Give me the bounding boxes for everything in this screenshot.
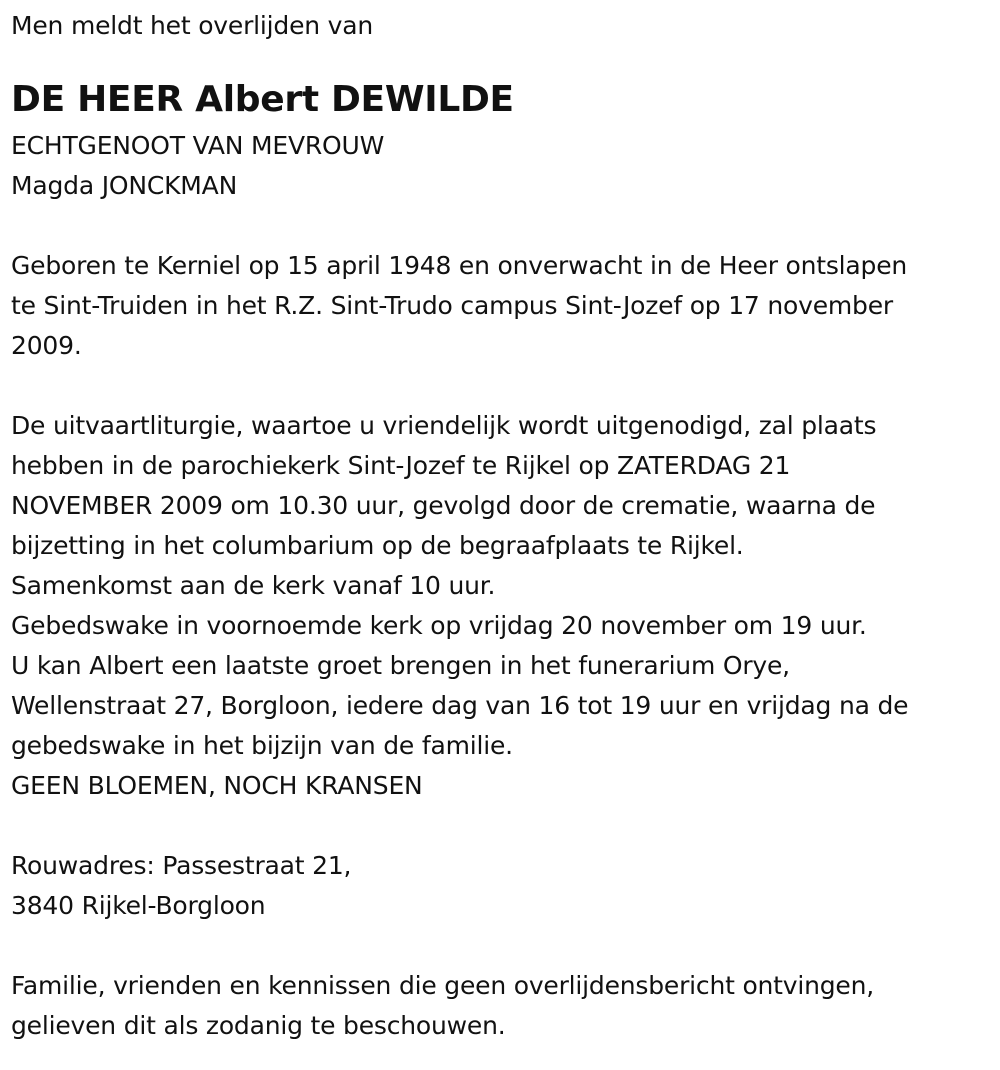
spacer	[11, 366, 980, 406]
intro-text: Men meldt het overlijden van	[11, 11, 374, 40]
paragraph-line: te Sint-Truiden in het R.Z. Sint-Trudo campus Sint-Jozef op 17 november	[11, 291, 893, 320]
spacer	[11, 926, 980, 966]
spouse-name: Magda JONCKMAN	[11, 171, 238, 200]
paragraph-line: Gebedswake in voornoemde kerk op vrijdag 20 november om 19 uur.	[11, 611, 867, 640]
funeral-paragraph	[11, 406, 980, 806]
paragraph-line: NOVEMBER 2009 om 10.30 uur, gevolgd door de crematie, waarna de	[11, 491, 876, 520]
spouse-label: ECHTGENOOT VAN MEVROUW	[11, 131, 385, 160]
paragraph-line: 2009.	[11, 331, 82, 360]
address-line: 3840 Rijkel-Borgloon	[11, 891, 266, 920]
paragraph-line: Familie, vrienden en kennissen die geen overlijdensbericht ontvingen,	[11, 971, 875, 1000]
birth-death-paragraph	[11, 246, 980, 366]
spacer	[11, 206, 980, 246]
address-line: Rouwadres: Passestraat 21,	[11, 851, 352, 880]
paragraph-line: gelieven dit als zodanig te beschouwen.	[11, 1011, 506, 1040]
address-block	[11, 846, 980, 926]
paragraph-line: gebedswake in het bijzijn van de familie.	[11, 731, 513, 760]
paragraph-line: U kan Albert een laatste groet brengen in het funerarium Orye,	[11, 651, 790, 680]
paragraph-line: GEEN BLOEMEN, NOCH KRANSEN	[11, 771, 423, 800]
paragraph-line: hebben in de parochiekerk Sint-Jozef te Rijkel op ZATERDAG 21	[11, 451, 791, 480]
paragraph-line: Samenkomst aan de kerk vanaf 10 uur.	[11, 571, 496, 600]
closing-paragraph	[11, 966, 980, 1046]
deceased-name: DE HEER Albert DEWILDE	[11, 79, 514, 120]
paragraph-line: bijzetting in het columbarium op de begraafplaats te Rijkel.	[11, 531, 744, 560]
paragraph-line: De uitvaartliturgie, waartoe u vriendelijk wordt uitgenodigd, zal plaats	[11, 411, 877, 440]
paragraph-line: Wellenstraat 27, Borgloon, iedere dag van 16 tot 19 uur en vrijdag na de	[11, 691, 909, 720]
paragraph-line: Geboren te Kerniel op 15 april 1948 en onverwacht in de Heer ontslapen	[11, 251, 908, 280]
spacer	[11, 806, 980, 846]
